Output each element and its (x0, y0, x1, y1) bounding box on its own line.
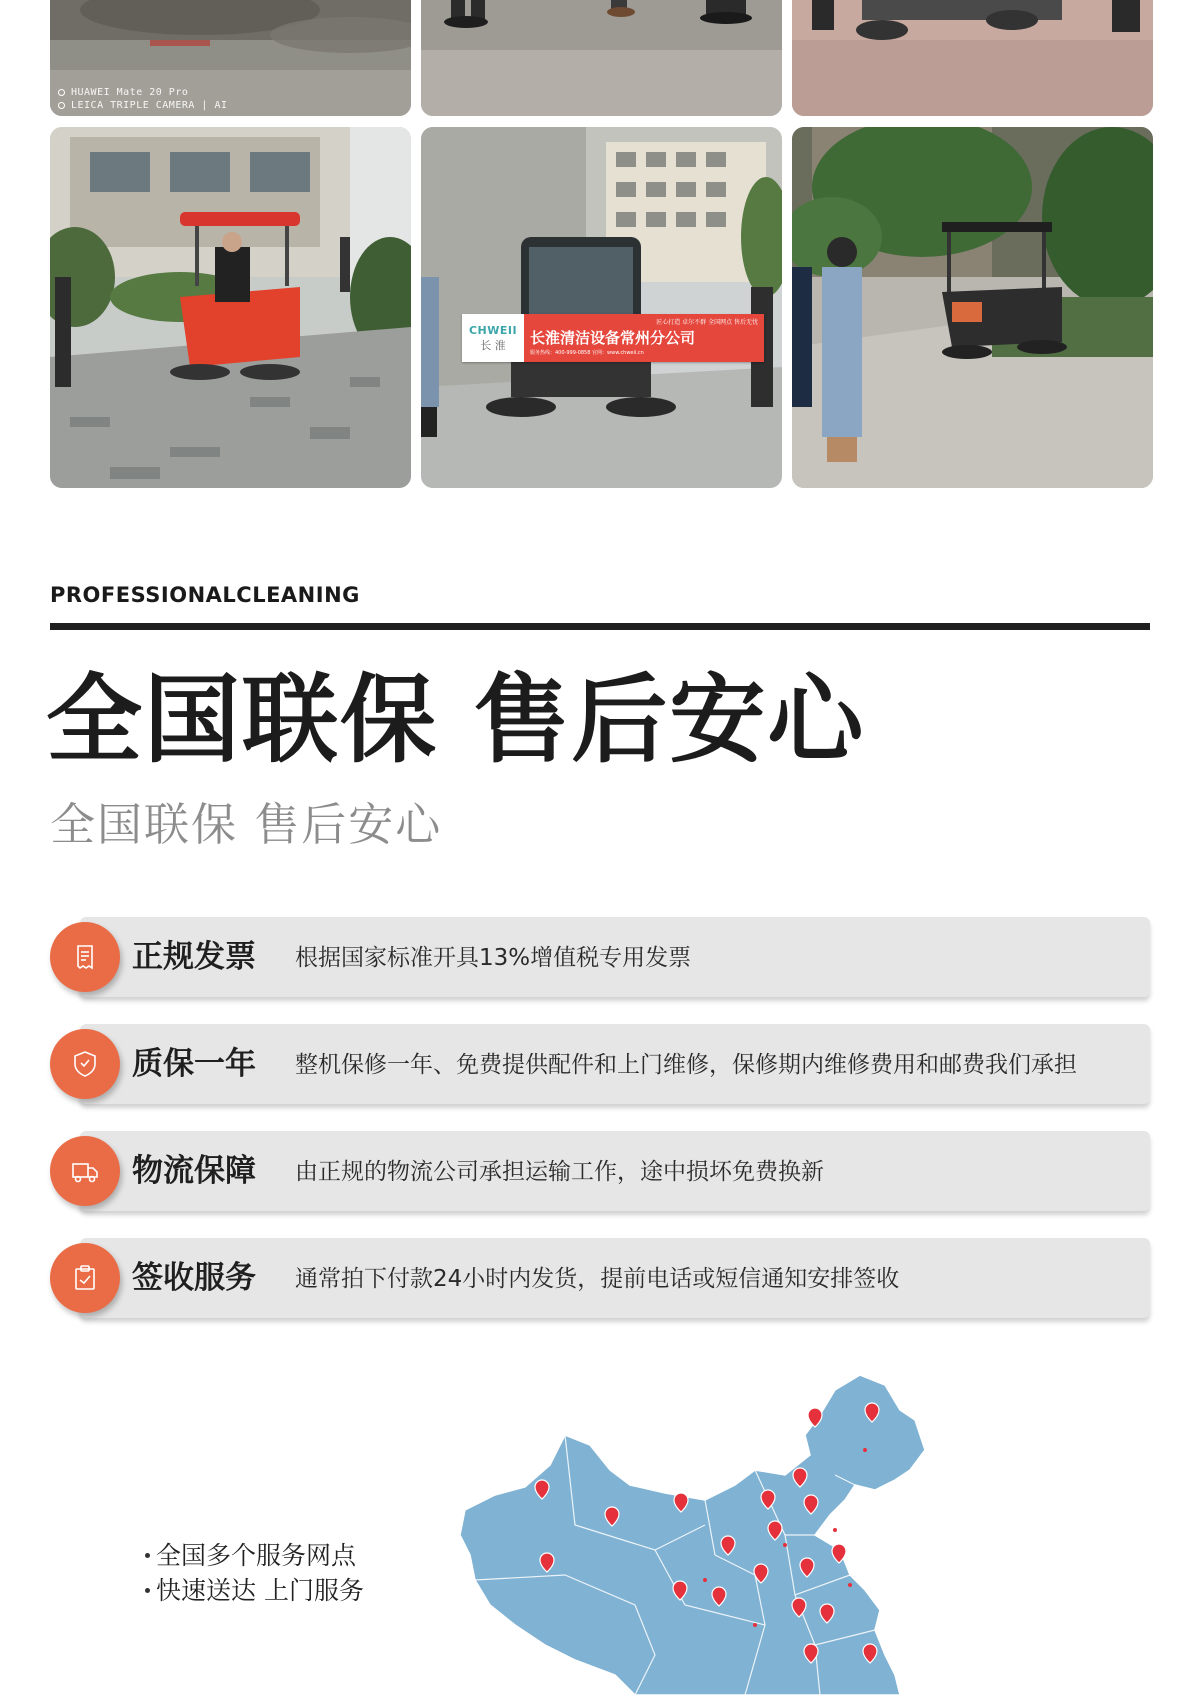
photo-red-sweeper-courtyard (50, 127, 411, 488)
truck-icon (50, 1136, 120, 1206)
photo-dark-sweeper-residential (792, 127, 1153, 488)
banner-red-panel (524, 314, 764, 362)
clipboard-check-icon (50, 1243, 120, 1313)
feature-label: 质保一年 (132, 1046, 256, 1082)
photo-team-standing (421, 0, 782, 116)
feature-warranty (50, 1024, 1150, 1104)
map-landmass (460, 1375, 925, 1695)
camera-watermark: HUAWEI Mate 20 Pro LEICA TRIPLE CAMERA | AI (58, 86, 228, 112)
feature-logistics (50, 1131, 1150, 1211)
service-bullets (145, 1538, 364, 1608)
banner-logo-cn: 长 淮 (480, 338, 506, 352)
feature-description: 根据国家标准开具13%增值税专用发票 (295, 945, 692, 971)
bullet-item: 快速送达 上门服务 (145, 1573, 364, 1608)
feature-label: 物流保障 (132, 1153, 256, 1189)
section-divider (50, 623, 1150, 630)
photo-sweeper-brushes (792, 0, 1153, 116)
feature-description: 通常拍下付款24小时内发货，提前电话或短信通知安排签收 (295, 1266, 900, 1292)
banner-title: 长淮清洁设备常州分公司 (530, 329, 696, 347)
feature-label: 正规发票 (132, 939, 256, 975)
feature-description: 整机保修一年、免费提供配件和上门维修，保修期内维修费用和邮费我们承担 (295, 1052, 1077, 1078)
section-title: 全国联保 售后安心 (46, 664, 866, 776)
feature-description: 由正规的物流公司承担运输工作，途中损坏免费换新 (295, 1159, 824, 1185)
feature-label: 签收服务 (132, 1260, 256, 1296)
china-service-map (455, 1375, 1015, 1695)
company-banner (462, 314, 764, 362)
bullet-item: 全国多个服务网点 (145, 1538, 364, 1573)
invoice-icon (50, 922, 120, 992)
banner-contact: 服务热线：400-999-0858 官网：www.chweii.cn (530, 350, 644, 356)
photo-pavement-sweeper (50, 0, 411, 116)
feature-invoice (50, 917, 1150, 997)
banner-slogan: 匠心打造 卓尔不群 全国网点 售后无忧 (656, 319, 758, 326)
banner-logo-panel (462, 314, 524, 362)
section-eyebrow: PROFESSIONALCLEANING (50, 583, 360, 607)
feature-signing (50, 1238, 1150, 1318)
shield-icon (50, 1029, 120, 1099)
section-subtitle: 全国联保 售后安心 (50, 798, 443, 851)
banner-logo: CHWEII (468, 323, 518, 337)
photo-cab-sweeper-banner (421, 127, 782, 488)
